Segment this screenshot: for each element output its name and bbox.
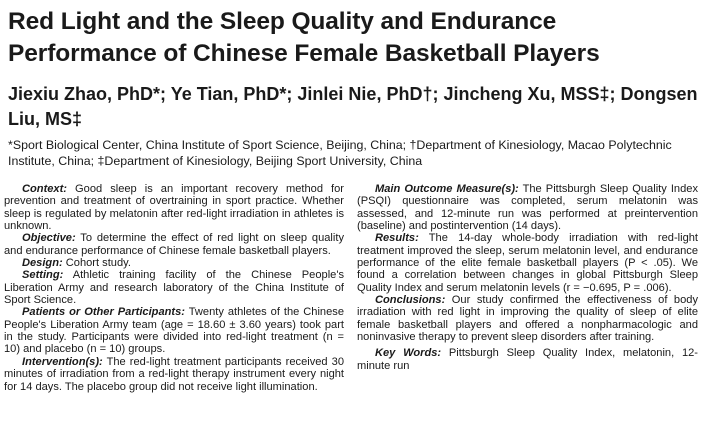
abstract-design — [4, 257, 344, 269]
abstract-context — [4, 183, 344, 232]
context-heading: Context: — [22, 183, 67, 195]
abstract-keywords — [357, 347, 698, 372]
results-text: The 14-day whole-body irradiation with red-light treatment improved the sleep, serum melatonin level, and endurance performance of the elite female basketball players (P < .05). We found a correlation between changes in global Pittsburgh Sleep Quality Index and serum melatonin levels (r = −0.695, P = .006). — [357, 232, 698, 294]
participants-text: Twenty athletes of the Chinese People's Liberation Army team (age = 18.60 ± 3.60 years) took part in the study. Participants were divided into red-light treatment (n = 10) and placebo (n = 10) groups. — [4, 306, 344, 356]
conclusions-text: Our study confirmed the effectiveness of body irradiation with red light in improving the quality of sleep of elite female basketball players and offered a nonpharmacologic and noninvasive therapy to prevent sleep disorders after training. — [357, 294, 698, 344]
abstract-setting — [4, 269, 344, 306]
keywords-heading: Key Words: — [375, 347, 442, 360]
affiliations: *Sport Biological Center, China Institute of Sport Science, Beijing, China; †Department of Kinesiology, Macao Polytechnic Institute, China; ‡Department of Kinesiology, Beijing Sport University, China — [8, 138, 672, 168]
setting-heading: Setting: — [22, 269, 64, 282]
participants-heading: Patients or Other Participants: — [22, 306, 185, 319]
paper-title: Red Light and the Sleep Quality and Endurance Performance of Chinese Female Basketball Players — [8, 8, 600, 67]
objective-heading: Objective: — [22, 232, 76, 245]
author-list: Jiexiu Zhao, PhD*; Ye Tian, PhD*; Jinlei Nie, PhD†; Jincheng Xu, MSS‡; Dongsen Liu, MS‡ — [8, 84, 698, 129]
outcome-heading: Main Outcome Measure(s): — [375, 183, 519, 195]
abstract-conclusions — [357, 294, 698, 343]
design-heading: Design: — [22, 257, 63, 270]
objective-text: To determine the effect of red light on sleep quality and endurance performance of Chinese female basketball players. — [4, 232, 344, 257]
keywords-text: Pittsburgh Sleep Quality Index, melatonin, 12-minute run — [357, 347, 698, 372]
interventions-heading: Intervention(s): — [22, 355, 103, 368]
abstract-objective — [4, 232, 344, 257]
outcome-text: The Pittsburgh Sleep Quality Index (PSQI) questionnaire was completed, serum melatonin was assessed, and 12-minute run was performed at preintervention (baseline) and postintervention (14 days). — [357, 183, 698, 233]
abstract-left-column — [4, 183, 344, 393]
abstract-right-column — [357, 183, 698, 372]
context-text: Good sleep is an important recovery method for prevention and treatment of overtraining in sport practice. Whether sleep is regulated by melatonin after red-light irradiation in athletes is unknown. — [4, 183, 344, 233]
abstract-participants — [4, 306, 344, 355]
conclusions-heading: Conclusions: — [375, 294, 446, 307]
interventions-text: The red-light treatment participants received 30 minutes of irradiation from a red-light therapy instrument every night for 14 days. The placebo group did not receive light illumination. — [4, 355, 344, 393]
setting-text: Athletic training facility of the Chinese People's Liberation Army and research laboratory of the China Institute of Sport Science. — [4, 269, 344, 307]
abstract-results — [357, 232, 698, 294]
abstract-outcome — [357, 183, 698, 232]
abstract-interventions — [4, 356, 344, 393]
design-text: Cohort study. — [62, 257, 131, 270]
results-heading: Results: — [375, 232, 419, 245]
